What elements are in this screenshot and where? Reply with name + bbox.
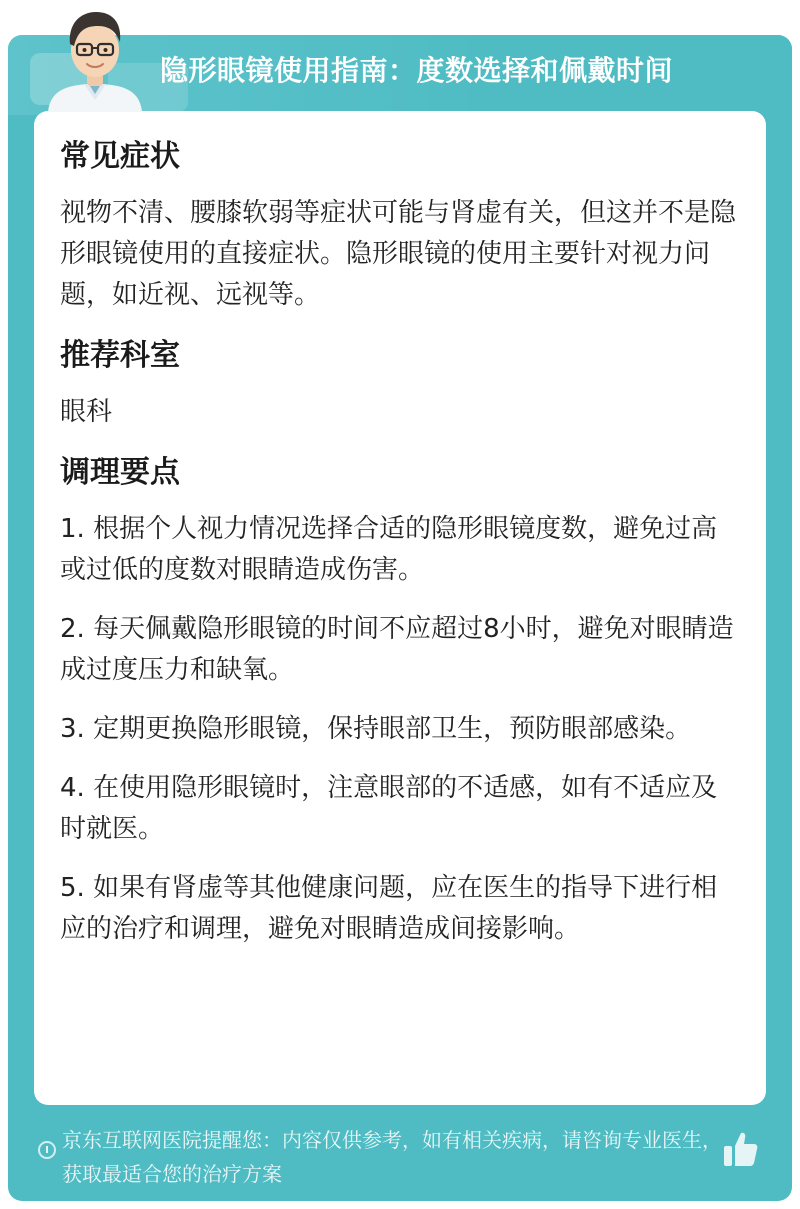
list-item: 2. 每天佩戴隐形眼镜的时间不应超过8小时，避免对眼睛造成过度压力和缺氧。	[60, 614, 734, 685]
doctor-avatar-icon	[40, 0, 150, 112]
section-heading: 推荐科室	[60, 338, 180, 373]
footer	[8, 1119, 792, 1199]
content-card	[34, 111, 766, 1105]
section-care	[60, 451, 740, 950]
care-list	[60, 509, 740, 950]
guide-frame	[8, 35, 792, 1201]
list-item: 1. 根据个人视力情况选择合适的隐形眼镜度数，避免过高或过低的度数对眼睛造成伤害。	[60, 514, 718, 585]
thumbs-up-icon[interactable]	[722, 1129, 760, 1169]
info-icon	[38, 1141, 56, 1159]
section-symptoms	[60, 135, 740, 316]
section-heading: 调理要点	[60, 455, 180, 490]
section-body: 视物不清、腰膝软弱等症状可能与肾虚有关，但这并不是隐形眼镜使用的直接症状。隐形眼镜的使用主要针对视力问题，如近视、远视等。	[60, 198, 737, 310]
section-heading: 常见症状	[60, 139, 180, 174]
list-item: 4. 在使用隐形眼镜时，注意眼部的不适感，如有不适应及时就医。	[60, 773, 718, 844]
page-title: 隐形眼镜使用指南：度数选择和佩戴时间	[160, 54, 674, 87]
list-item: 5. 如果有肾虚等其他健康问题，应在医生的指导下进行相应的治疗和调理，避免对眼睛造成间接影响。	[60, 873, 718, 944]
section-department	[60, 334, 740, 433]
footer-disclaimer: 京东互联网医院提醒您：内容仅供参考，如有相关疾病，请咨询专业医生，获取最适合您的治疗方案	[62, 1128, 722, 1186]
list-item: 3. 定期更换隐形眼镜，保持眼部卫生，预防眼部感染。	[60, 714, 692, 744]
section-body: 眼科	[60, 397, 113, 427]
